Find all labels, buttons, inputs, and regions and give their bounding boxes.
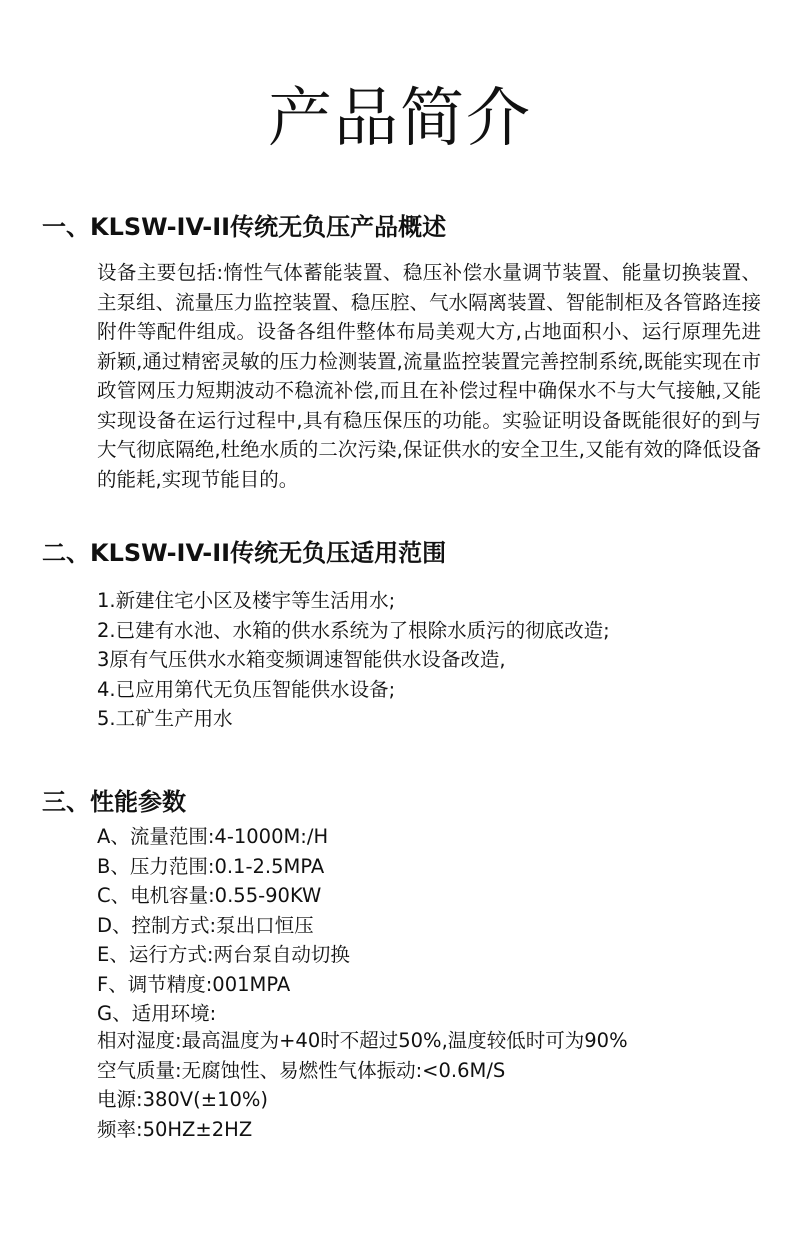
list-item: 频率:50HZ±2HZ: [97, 1117, 253, 1141]
list-item: G、适用环境:: [97, 1002, 217, 1025]
list-item: 3原有气压供水水箱变频调速智能供水设备改造,: [97, 648, 506, 671]
section-heading-scope: 二、KLSW-IV-II传统无负压适用范围: [42, 539, 447, 567]
list-item: E、运行方式:两台泵自动切换: [97, 943, 350, 966]
list-item: 1.新建住宅小区及楼宇等生活用水;: [97, 589, 396, 612]
list-item: B、压力范围:0.1-2.5MPA: [97, 854, 325, 878]
section-heading-overview: 一、KLSW-IV-II传统无负压产品概述: [42, 213, 447, 241]
list-item: D、控制方式:泵出口恒压: [97, 913, 314, 937]
list-item: C、电机容量:0.55-90KW: [97, 884, 322, 907]
scope-list: [97, 586, 610, 734]
list-item: 4.已应用第代无负压智能供水设备;: [97, 677, 396, 701]
list-item: 空气质量:无腐蚀性、易燃性气体振动:<0.6M/S: [97, 1058, 506, 1082]
list-item: 2.已建有水池、水箱的供水系统为了根除水质污的彻底改造;: [97, 618, 610, 642]
list-item: 电源:380V(±10%): [97, 1088, 269, 1111]
overview-paragraph: 设备主要包括:惰性气体蓄能装置、稳压补偿水量调节装置、能量切换装置、主泵组、流量压力监控装置、稳压腔、气水隔离装置、智能制柜及各管路连接附件等配件组成。设备各组件整体布局美观大方,占地面积小、运行原理先进新颖,通过精密灵敏的压力检测装置,流量监控装置完善控制系统,既能实现在市政管网压力短期波动不稳流补偿,而且在补偿过程中确保水不与大气接触,又能实现设备在运行过程中,具有稳压保压的功能。实验证明设备既能很好的到与大气彻底隔绝,杜绝水质的二次污染,保证供水的安全卫生,又能有效的降低设备的能耗,实现节能目的。: [97, 261, 761, 491]
page-title: 产品简介: [268, 81, 532, 156]
environment-list: [97, 1026, 628, 1144]
list-item: 相对湿度:最高温度为+40时不超过50%,温度较低时可为90%: [97, 1029, 628, 1052]
list-item: A、流量范围:4-1000M:/H: [97, 825, 329, 848]
list-item: F、调节精度:001MPA: [97, 972, 291, 996]
list-item: 5.工矿生产用水: [97, 707, 233, 730]
section-heading-params: 三、性能参数: [42, 788, 186, 816]
params-list: [97, 822, 350, 1029]
